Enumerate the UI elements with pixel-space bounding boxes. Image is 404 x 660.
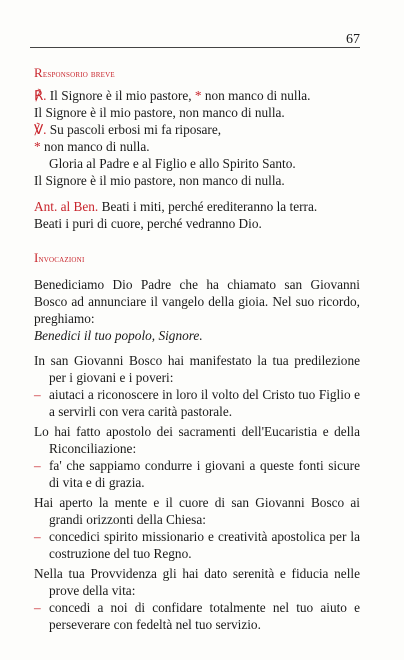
invocazione-petition bbox=[34, 528, 360, 562]
invocazioni-intro-block bbox=[34, 276, 360, 344]
dash-mark: – bbox=[34, 600, 41, 615]
invocazioni-heading-rest: nvocazioni bbox=[38, 254, 85, 265]
invocazione-intent: Nella tua Provvidenza gli hai dato serenità e fiducia nelle prove della vita: bbox=[34, 566, 360, 598]
responsorio-line-6: Il Signore è il mio pastore, non manco di nulla. bbox=[34, 173, 285, 188]
asterisk-mark-2: * bbox=[34, 139, 41, 154]
responsorio-line-4 bbox=[34, 138, 360, 155]
invocazione-item bbox=[34, 565, 360, 633]
header-rule bbox=[30, 47, 360, 48]
invocazione-intent: In san Giovanni Bosco hai manifestato la tua predilezione per i giovani e i poveri: bbox=[34, 353, 360, 385]
page-number: 67 bbox=[346, 32, 360, 47]
invocazione-intent: Hai aperto la mente e il cuore di san Giovanni Bosco ai grandi orizzonti della Chiesa: bbox=[34, 495, 360, 527]
asterisk-mark: * bbox=[194, 88, 202, 103]
responsorio-heading bbox=[34, 64, 360, 83]
dash-mark: – bbox=[34, 458, 41, 473]
invocazioni-response bbox=[34, 327, 360, 344]
invocazioni-heading bbox=[34, 249, 360, 268]
invocazioni-heading-cap: I bbox=[34, 250, 39, 265]
invocazione-petition bbox=[34, 457, 360, 491]
responsorio-line-4-text: non manco di nulla. bbox=[43, 139, 150, 154]
dash-mark: – bbox=[34, 387, 41, 402]
invocazione-petition-text: aiutaci a riconoscere in loro il volto del Cristo tuo Figlio e a servirli con vera carità pastorale. bbox=[49, 387, 360, 419]
response-symbol: ℟. bbox=[34, 88, 47, 103]
responsorio-line-1 bbox=[34, 87, 360, 104]
antifona-line-1 bbox=[34, 198, 360, 215]
invocazione-petition-text: concedici spirito missionario e creatività apostolica per la costruzione del tuo Regno. bbox=[49, 529, 360, 561]
responsorio-line-3 bbox=[34, 121, 360, 138]
dash-mark: – bbox=[34, 529, 41, 544]
invocazione-item bbox=[34, 352, 360, 420]
invocazione-intent: Lo hai fatto apostolo dei sacramenti dell'Eucaristia e della Riconciliazione: bbox=[34, 424, 360, 456]
invocazione-petition-text: fa' che sappiamo condurre i giovani a queste fonti sicure di vita e di grazia. bbox=[49, 458, 360, 490]
invocazioni-response-text: Benedici il tuo popolo, Signore. bbox=[34, 328, 203, 343]
antifona-block bbox=[34, 198, 360, 232]
invocazione-item bbox=[34, 423, 360, 491]
antifona-line-2: Beati i puri di cuore, perché vedranno Dio. bbox=[34, 216, 262, 231]
responsorio-line-2: Il Signore è il mio pastore, non manco di nulla. bbox=[34, 105, 285, 120]
invocazione-petition-text: concedi a noi di confidare totalmente nel tuo aiuto e perseverare con fedeltà nel tuo servizio. bbox=[49, 600, 360, 632]
page-content bbox=[34, 64, 360, 633]
gloria-line: Gloria al Padre e al Figlio e allo Spirito Santo. bbox=[49, 156, 296, 171]
invocazione-petition bbox=[34, 599, 360, 633]
responsorio-body bbox=[34, 87, 360, 189]
invocazione-item bbox=[34, 494, 360, 562]
responsorio-line-1b: non manco di nulla. bbox=[204, 88, 311, 103]
invocazione-petition bbox=[34, 386, 360, 420]
responsorio-line-3-text: Su pascoli erbosi mi fa riposare, bbox=[49, 122, 222, 137]
antifona-label: Ant. al Ben. bbox=[34, 199, 99, 214]
responsorio-line-1a: Il Signore è il mio pastore, bbox=[49, 88, 192, 103]
responsorio-heading-cap: R bbox=[34, 65, 43, 80]
versicle-symbol: ℣. bbox=[34, 122, 47, 137]
responsorio-heading-rest: esponsorio breve bbox=[42, 69, 115, 80]
antifona-text-1: Beati i miti, perché erediteranno la terra. bbox=[101, 199, 318, 214]
invocazioni-intro: Benediciamo Dio Padre che ha chiamato san Giovanni Bosco ad annunciare il vangelo della gioia. Nel suo ricordo, preghiamo: bbox=[34, 277, 360, 326]
